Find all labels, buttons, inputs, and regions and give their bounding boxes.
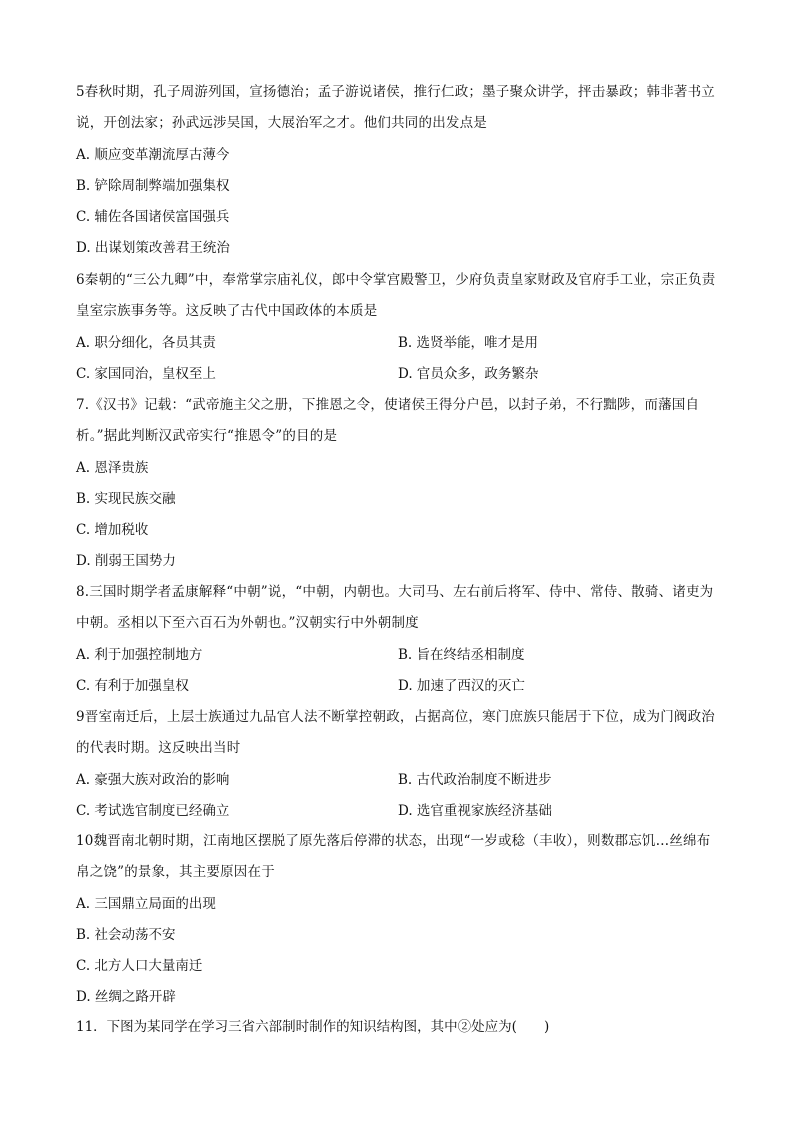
question-10-stem: 10魏晋南北朝时期，江南地区摆脱了原先落后停滞的状态，出现“一岁或稔（丰收），则数郡忘饥…丝绵布帛之饶”的景象，其主要原因在于 xyxy=(76,833,711,880)
question-7-option-b: B. 实现民族交融 xyxy=(76,491,176,507)
question-5-option-a: A. 顺应变革潮流厚古薄今 xyxy=(76,147,230,163)
question-9-option-a: A. 豪强大族对政治的影响 xyxy=(76,772,230,788)
question-5-option-c: C. 辅佐各国诸侯富国强兵 xyxy=(76,209,230,225)
question-6-option-c: C. 家国同治，皇权至上 xyxy=(76,366,216,382)
question-10-option-c: C. 北方人口大量南迁 xyxy=(76,958,203,974)
question-8-option-d: D. 加速了西汉的灭亡 xyxy=(398,678,525,694)
question-6-option-a: A. 职分细化，各员其责 xyxy=(76,335,216,351)
question-5-option-d: D. 出谋划策改善君王统治 xyxy=(76,240,230,256)
question-6-option-d: D. 官员众多，政务繁杂 xyxy=(398,366,539,382)
question-6-stem: 6秦朝的“三公九卿”中，奉常掌宗庙礼仪，郎中令掌宫殿警卫，少府负责皇家财政及官府手工业，宗正负责皇室宗族事务等。这反映了古代中国政体的本质是 xyxy=(76,272,716,319)
question-10-option-d: D. 丝绸之路开辟 xyxy=(76,989,176,1005)
question-5-option-b: B. 铲除周制弊端加强集权 xyxy=(76,178,230,194)
question-10-option-b: B. 社会动荡不安 xyxy=(76,927,176,943)
question-5-stem: 5春秋时期，孔子周游列国，宣扬德治；孟子游说诸侯，推行仁政；墨子聚众讲学，抨击暴政；韩非著书立说，开创法家；孙武远涉吴国，大展治军之才。他们共同的出发点是 xyxy=(76,84,715,131)
question-7-option-c: C. 增加税收 xyxy=(76,522,149,538)
question-6-option-b: B. 选贤举能，唯才是用 xyxy=(398,335,539,351)
question-8-option-a: A. 利于加强控制地方 xyxy=(76,647,203,663)
question-8-stem: 8.三国时期学者孟康解释“中朝”说，“中朝，内朝也。大司马、左右前后将军、侍中、常侍、散骑、诸吏为中朝。丞相以下至六百石为外朝也。”汉朝实行中外朝制度 xyxy=(76,584,714,631)
question-7-option-a: A. 恩泽贵族 xyxy=(76,460,149,476)
question-11-stem: 11．下图为某同学在学习三省六部制时制作的知识结构图，其中②处应为( ) xyxy=(76,1019,550,1035)
question-10-option-a: A. 三国鼎立局面的出现 xyxy=(76,896,216,912)
question-9-option-b: B. 古代政治制度不断进步 xyxy=(398,772,552,788)
question-8-option-c: C. 有利于加强皇权 xyxy=(76,678,189,694)
question-8-option-b: B. 旨在终结丞相制度 xyxy=(398,647,525,663)
question-9-option-c: C. 考试选官制度已经确立 xyxy=(76,803,230,819)
question-7-option-d: D. 削弱王国势力 xyxy=(76,553,176,569)
question-9-option-d: D. 选官重视家族经济基础 xyxy=(398,803,552,819)
question-9-stem: 9晋室南迁后，上层士族通过九品官人法不断掌控朝政，占据高位，寒门庶族只能居于下位，成为门阀政治的代表时期。这反映出当时 xyxy=(76,709,715,756)
question-7-stem: 7.《汉书》记载：“武帝施主父之册，下推恩之令，使诸侯王得分户邑，以封子弟，不行黜陟，而藩国自析。”据此判断汉武帝实行“推恩令”的目的是 xyxy=(76,397,700,444)
